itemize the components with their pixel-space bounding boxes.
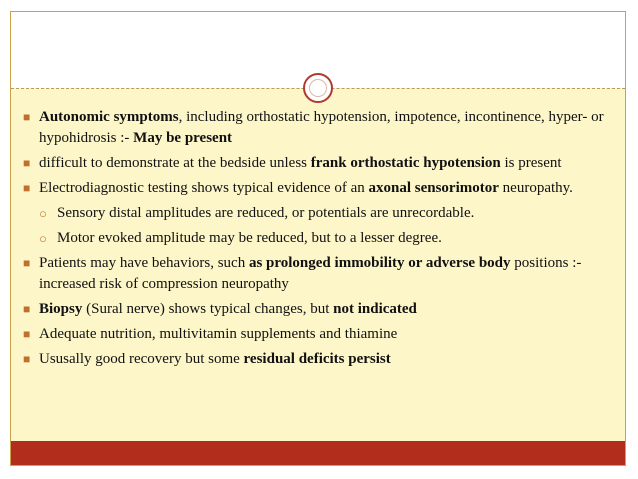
sub-bullet-item <box>23 228 613 249</box>
bold-text: not indicated <box>333 301 417 317</box>
square-bullet-icon: ■ <box>23 352 31 366</box>
bullet-text <box>57 205 474 221</box>
bullet-text <box>57 230 442 246</box>
text-run: neuropathy. <box>498 180 573 196</box>
footer-bar <box>11 441 625 465</box>
bullet-item <box>23 253 613 295</box>
bullet-item <box>23 349 613 370</box>
square-bullet-icon: ■ <box>23 156 31 170</box>
text-run: (Sural nerve) shows typical changes, but <box>82 301 334 317</box>
bullet-text <box>39 109 604 146</box>
bold-text: residual deficits persist <box>243 351 391 367</box>
bullet-list <box>23 107 613 374</box>
bullet-text <box>39 255 581 292</box>
text-run: difficult to demonstrate at the bedside unless <box>39 155 311 171</box>
text-run: is present <box>500 155 562 171</box>
square-bullet-icon: ■ <box>23 181 31 195</box>
bold-text: Biopsy <box>39 301 83 317</box>
bold-text: as prolonged immobility or adverse body <box>248 255 511 271</box>
text-run: Ususally good recovery but some <box>39 351 244 367</box>
bullet-text <box>39 155 562 171</box>
text-run: positions :- increased risk of compression neuropathy <box>39 255 582 292</box>
bullet-item <box>23 299 613 320</box>
bullet-item <box>23 178 613 199</box>
slide <box>10 11 626 466</box>
bullet-text <box>39 351 391 367</box>
bold-text: Autonomic symptoms <box>39 109 179 125</box>
text-run: Sensory distal amplitudes are reduced, or potentials are unrecordable. <box>57 205 475 221</box>
square-bullet-icon: ■ <box>23 110 31 124</box>
bullet-item <box>23 107 613 149</box>
square-bullet-icon: ■ <box>23 302 31 316</box>
text-run: Motor evoked amplitude may be reduced, but to a lesser degree. <box>57 230 442 246</box>
bullet-text <box>39 326 397 342</box>
bullet-item <box>23 324 613 345</box>
bold-text: axonal sensorimotor <box>368 180 499 196</box>
hollow-circle-bullet-icon: ○ <box>39 206 47 221</box>
text-run: Patients may have behaviors, such <box>39 255 249 271</box>
circle-ornament-icon <box>303 73 333 103</box>
square-bullet-icon: ■ <box>23 327 31 341</box>
hollow-circle-bullet-icon: ○ <box>39 231 47 246</box>
bold-text: frank orthostatic hypotension <box>310 155 501 171</box>
text-run: , including orthostatic hypotension, impotence, incontinence, hyper- or hypohidrosis :- <box>39 109 604 146</box>
text-run: Adequate nutrition, multivitamin supplements and thiamine <box>39 326 398 342</box>
bullet-item <box>23 153 613 174</box>
text-run: Electrodiagnostic testing shows typical evidence of an <box>39 180 369 196</box>
bullet-text <box>39 180 573 196</box>
sub-bullet-item <box>23 203 613 224</box>
bullet-text <box>39 301 417 317</box>
square-bullet-icon: ■ <box>23 256 31 270</box>
bold-text: May be present <box>133 130 233 146</box>
